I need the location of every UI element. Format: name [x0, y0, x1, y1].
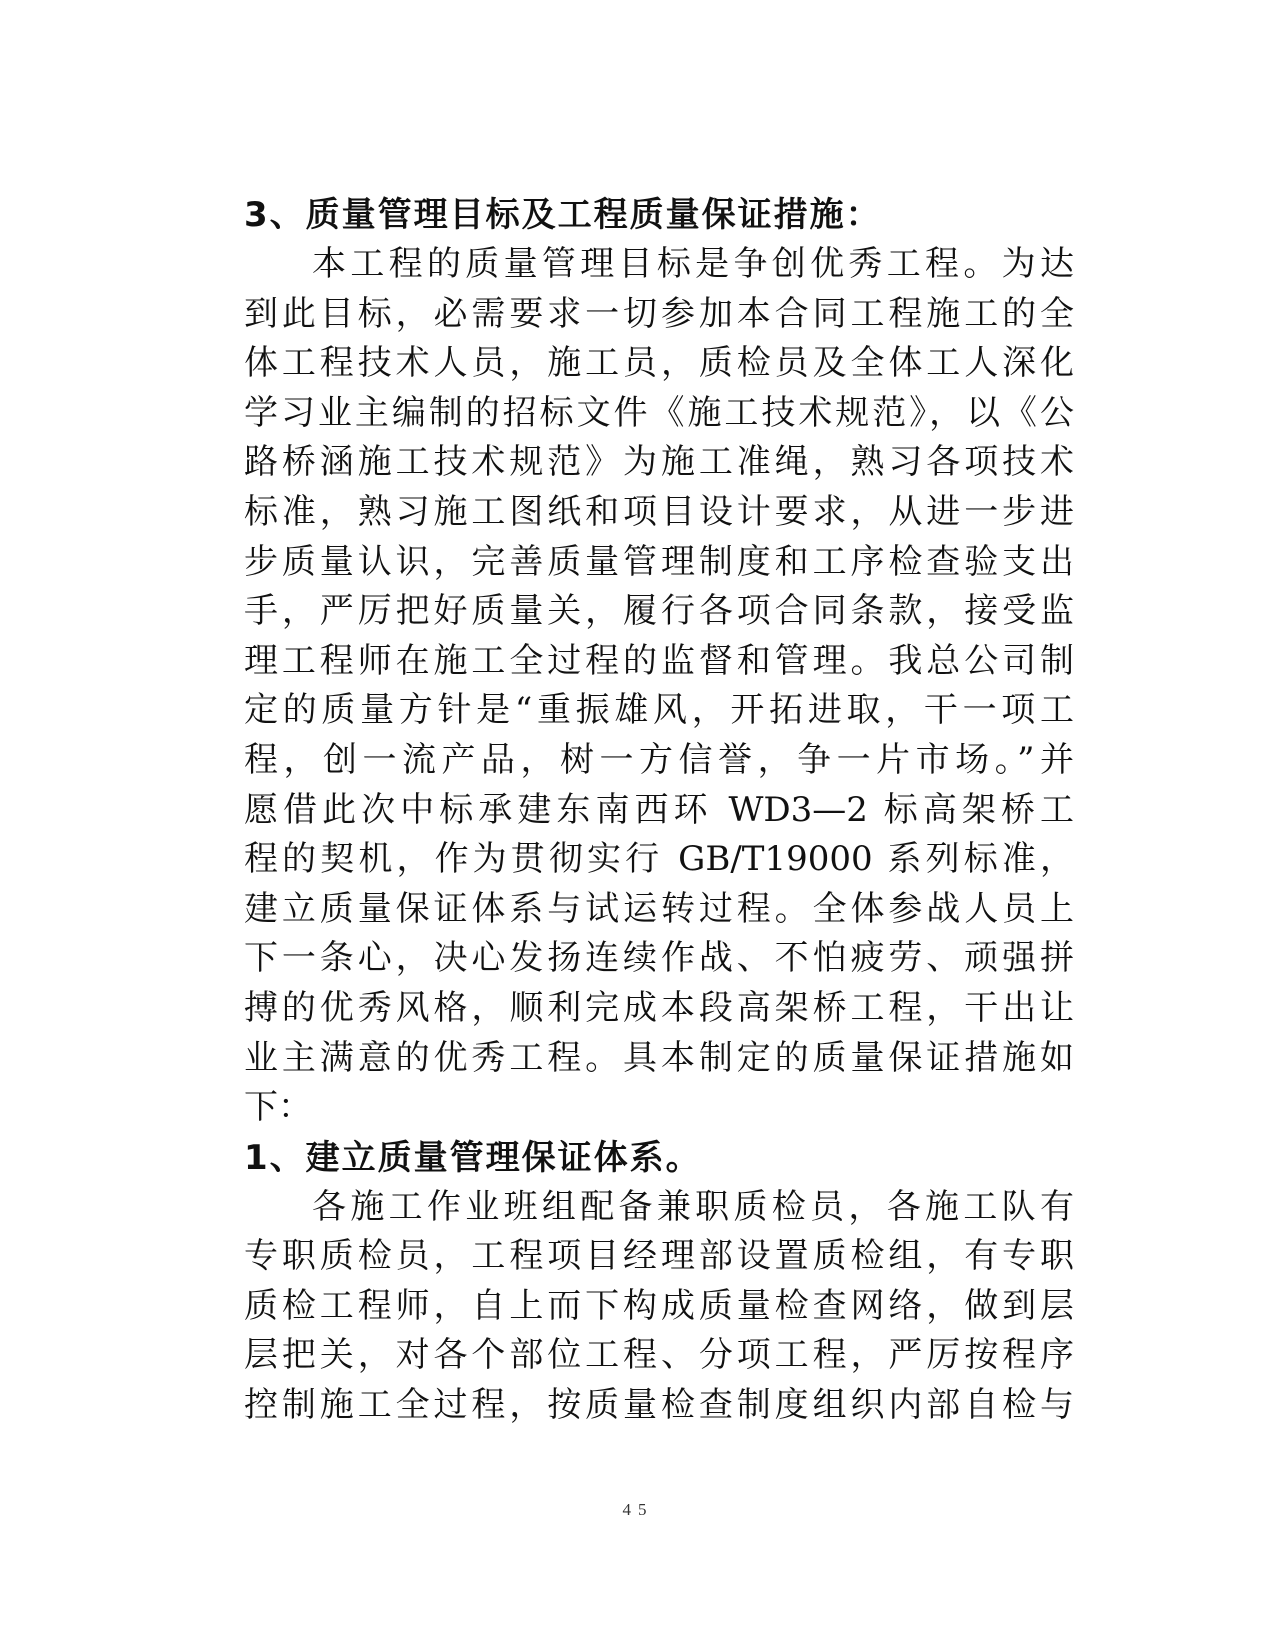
paragraph-line: 程，创一流产品，树一方信誉，争一片市场。”并: [244, 739, 1074, 780]
paragraph-line: 建立质量保证体系与试运转过程。全体参战人员上: [244, 888, 1074, 929]
section-heading-quality-targets: 3、质量管理目标及工程质量保证措施：: [244, 195, 882, 235]
page-number: 45: [622, 1500, 654, 1519]
paragraph-line: 各施工作业班组配备兼职质检员，各施工队有: [312, 1186, 1074, 1227]
paragraph-line: 手，严厉把好质量关，履行各项合同条款，接受监: [244, 591, 1074, 632]
paragraph-line: 本工程的质量管理目标是争创优秀工程。为达: [312, 244, 1074, 284]
paragraph-line: 下一条心，决心发扬连续作战、不怕疲劳、顽强拼: [244, 938, 1074, 979]
paragraph-line: 标准，熟习施工图纸和项目设计要求，从进一步进: [244, 491, 1074, 532]
document-body: [244, 190, 1074, 1431]
paragraph-quality-targets: [244, 240, 1074, 1133]
paragraph-line: 质检工程师，自上而下构成质量检查网络，做到层: [244, 1285, 1074, 1326]
paragraph-line: 体工程技术人员，施工员，质检员及全体工人深化: [244, 343, 1074, 384]
paragraph-line: 定的质量方针是“重振雄风，开拓进取，干一项工: [244, 690, 1074, 731]
paragraph-line: 路桥涵施工技术规范》为施工准绳，熟习各项技术: [244, 442, 1074, 483]
paragraph-line: 下：: [244, 1087, 312, 1128]
paragraph-line: 学习业主编制的招标文件《施工技术规范》，以《公: [244, 392, 1074, 433]
paragraph-line: 搏的优秀风格，顺利完成本段高架桥工程，干出让: [244, 987, 1074, 1028]
paragraph-line: 理工程师在施工全过程的监督和管理。我总公司制: [244, 640, 1074, 681]
paragraph-line: 控制施工全过程，按质量检查制度组织内部自检与: [244, 1385, 1074, 1426]
paragraph-line: 愿借此次中标承建东南西环 WD3—2 标高架桥工: [244, 789, 1074, 830]
paragraph-line: 步质量认识，完善质量管理制度和工序检查验支出: [244, 541, 1074, 582]
paragraph-quality-system: [244, 1183, 1074, 1431]
paragraph-line: 专职质检员，工程项目经理部设置质检组，有专职: [244, 1236, 1074, 1277]
section-heading-quality-system: 1、建立质量管理保证体系。: [244, 1137, 702, 1178]
paragraph-line: 层把关，对各个部位工程、分项工程，严厉按程序: [244, 1335, 1074, 1376]
paragraph-line: 到此目标，必需要求一切参加本合同工程施工的全: [244, 293, 1074, 334]
paragraph-line: 业主满意的优秀工程。具本制定的质量保证措施如: [244, 1037, 1074, 1078]
paragraph-line: 程的契机，作为贯彻实行 GB/T19000 系列标准，: [244, 839, 1074, 880]
